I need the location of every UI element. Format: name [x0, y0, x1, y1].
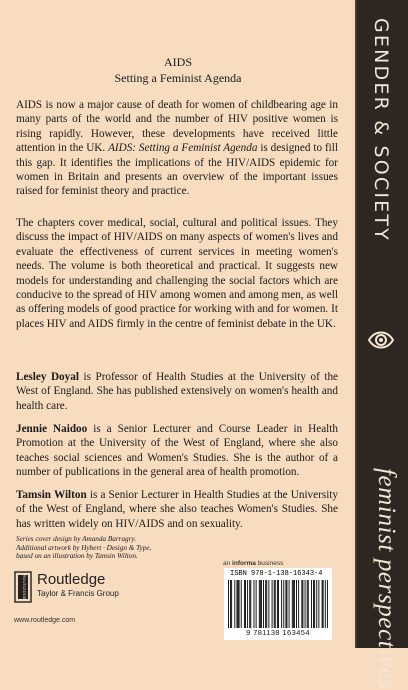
eye-icon [365, 324, 397, 356]
barcode-bar [314, 580, 315, 628]
barcode-bar [261, 580, 262, 628]
barcode-bar [283, 580, 284, 628]
cover-credits: Series cover design by Amanda Barragry. Additional artwork by Hybert · Design & Type, based on an illustration by Tamsin Wilton. [16, 535, 152, 561]
informa-business-label: an informa business [223, 560, 284, 567]
barcode-bar [277, 580, 278, 628]
author-name: Lesley Doyal [16, 371, 79, 383]
barcode-bar [316, 580, 317, 628]
barcode-bar [308, 580, 309, 628]
blurb-paragraph-1: AIDS is now a major cause of death for women of childbearing age in many parts of the world and the number of HIV positive women is rising rapidly. However, these developments have received little attention in the UK. AIDS: Setting a Feminist Agenda is designed to fill this gap. It identifies the implications of the HIV/AIDS epidemic for women in Britain and presents an overview of the important issues raised for feminist theory and practice. [16, 99, 338, 198]
barcode-bar [265, 580, 266, 628]
barcode-bar [238, 580, 239, 628]
publisher-url: www.routledge.com [14, 617, 76, 624]
barcode-bar [268, 580, 269, 628]
barcode-bar [327, 580, 328, 628]
isbn-barcode [224, 568, 332, 640]
barcode-bar [313, 580, 314, 628]
barcode-bar [298, 580, 299, 628]
publisher-group: Taylor & Francis Group [37, 589, 119, 598]
barcode-bar [296, 580, 297, 628]
svg-text:ROUTLEDGE: ROUTLEDGE [22, 574, 27, 600]
barcode-bar [289, 580, 290, 628]
barcode-number: 9 781138 163454 [246, 628, 310, 637]
barcode-bar [230, 580, 231, 628]
author-bio-2: Jennie Naidoo is a Senior Lecturer and Course Leader in Health Promotion at the University of the West of England, where she also teaches social sciences and Women's Studies. She is the author of a number of publications in the general area of health promotion. [16, 423, 338, 479]
barcode-bar [307, 580, 308, 628]
barcode-bar [274, 580, 275, 628]
barcode-bar [323, 580, 324, 628]
barcode-bar [285, 580, 286, 628]
barcode-bar [259, 580, 260, 628]
barcode-bar [281, 580, 282, 628]
barcode-bars [228, 580, 328, 628]
book-title: AIDS [163, 55, 192, 69]
barcode-bar [249, 580, 250, 628]
barcode-bar [256, 580, 257, 628]
series-tagline: feminist perspectives [373, 468, 400, 690]
barcode-bar [275, 580, 276, 628]
author-bio-3: Tamsin Wilton is a Senior Lecturer in Health Studies at the University of the West of England, where she also teaches Women's Studies. She has written widely on HIV/AIDS and on sexuality. [16, 489, 338, 530]
barcode-bar [247, 580, 248, 628]
author-bio-1: Lesley Doyal is Professor of Health Studies at the University of the West of England. She has published extensively on women's health and health care. [16, 371, 339, 412]
barcode-bar [322, 580, 323, 628]
barcode-bar [325, 580, 326, 628]
barcode-bar [266, 580, 267, 628]
barcode-bar [228, 580, 229, 628]
series-name: GENDER & SOCIETY [370, 18, 392, 242]
barcode-bar [287, 580, 288, 628]
barcode-bar [231, 580, 232, 628]
isbn-text: ISBN 978-1-138-16343-4 [230, 570, 323, 578]
barcode-bar [305, 580, 306, 628]
barcode-bar [294, 580, 295, 628]
barcode-bar [254, 580, 255, 628]
publisher-name: Routledge [37, 571, 106, 588]
barcode-bar [272, 580, 273, 628]
barcode-bar [318, 580, 319, 628]
barcode-bar [237, 580, 238, 628]
barcode-bar [245, 580, 246, 628]
barcode-bar [260, 580, 261, 628]
barcode-bar [293, 580, 294, 628]
blurb-paragraph-2: The chapters cover medical, social, cultural and political issues. They discuss the impact of HIV/AIDS on many aspects of women's lives and evaluate the effectiveness of current services in meeting women's needs. The volume is both theoretical and practical. It suggests new models for understanding and challenging the social factors which are conducive to the spread of HIV among women and among men, as well as offering models of good practice for working with and for women. It places HIV and AIDS firmly in the centre of feminist debate in the UK. [16, 217, 338, 330]
barcode-bar [263, 580, 264, 628]
barcode-bar [302, 580, 303, 628]
barcode-bar [311, 580, 312, 628]
routledge-logo-icon [14, 571, 32, 603]
barcode-bar [278, 580, 279, 628]
barcode-bar [250, 580, 251, 628]
barcode-bar [241, 580, 242, 628]
barcode-bar [244, 580, 245, 628]
barcode-bar [292, 580, 293, 628]
author-name: Tamsin Wilton [16, 489, 87, 501]
book-subtitle: Setting a Feminist Agenda [114, 71, 242, 85]
barcode-bar [234, 580, 235, 628]
author-name: Jennie Naidoo [16, 423, 88, 435]
barcode-bar [239, 580, 240, 628]
barcode-bar [301, 580, 302, 628]
